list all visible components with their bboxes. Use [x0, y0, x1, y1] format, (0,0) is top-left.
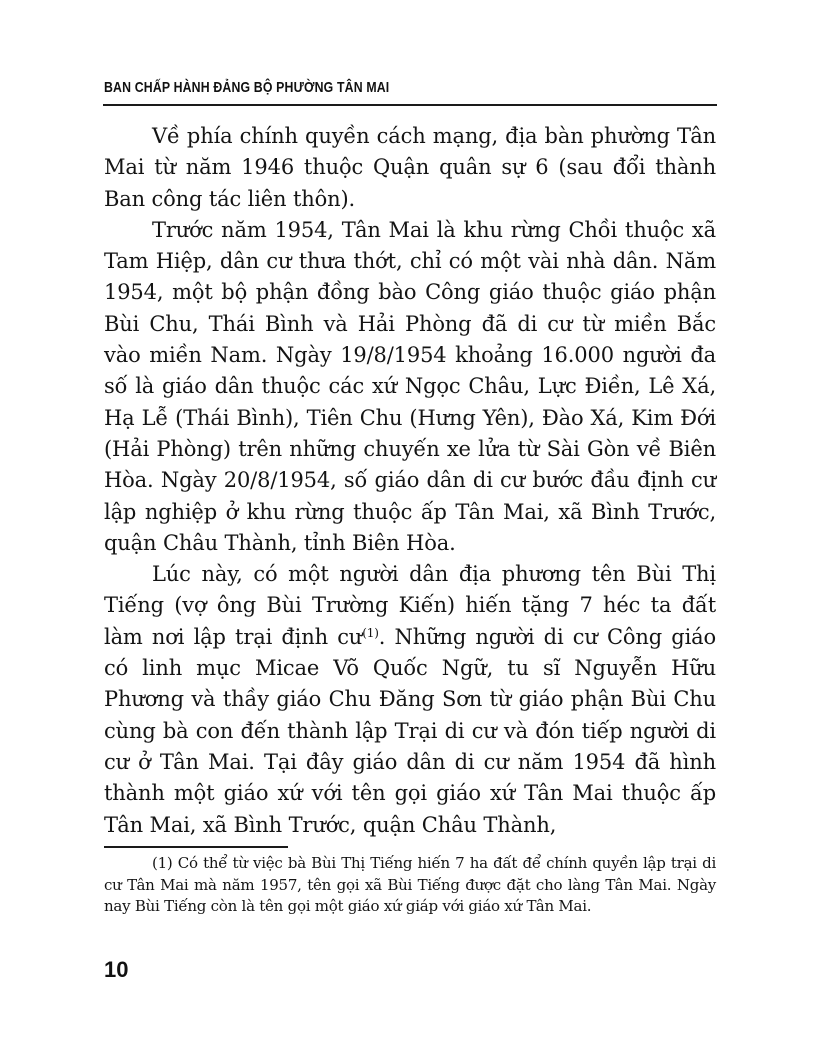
paragraph-3-text-after-note: . Những người di cư Công giáo có linh mục Micae Võ Quốc Ngữ, tu sĩ Nguyễn Hữu Phương và thầy giáo Chu Đăng Sơn từ giáo phận Bùi Chu cùng bà con đến thành lập Trại di cư và đón tiếp người di cư ở Tân Mai. Tại đây giáo dân di cư năm 1954 đã hình thành một giáo xứ với tên gọi giáo xứ Tân Mai thuộc ấp Tân Mai, xã Bình Trước, quận Châu Thành,	[104, 624, 716, 837]
body-text	[104, 121, 716, 841]
running-head: BAN CHẤP HÀNH ĐẢNG BỘ PHƯỜNG TÂN MAI	[104, 79, 390, 96]
footnote-reference-mark: (1)	[362, 625, 379, 640]
paragraph-2: Trước năm 1954, Tân Mai là khu rừng Chồi thuộc xã Tam Hiệp, dân cư thưa thớt, chỉ có một vài nhà dân. Năm 1954, một bộ phận đồng bào Công giáo thuộc giáo phận Bùi Chu, Thái Bình và Hải Phòng đã di cư từ miền Bắc vào miền Nam. Ngày 19/8/1954 khoảng 16.000 người đa số là giáo dân thuộc các xứ Ngọc Châu, Lực Điền, Lê Xá, Hạ Lễ (Thái Bình), Tiên Chu (Hưng Yên), Đào Xá, Kim Đới (Hải Phòng) trên những chuyến xe lửa từ Sài Gòn về Biên Hòa. Ngày 20/8/1954, số giáo dân di cư bước đầu định cư lập nghiệp ở khu rừng thuộc ấp Tân Mai, xã Bình Trước, quận Châu Thành, tỉnh Biên Hòa.	[104, 217, 716, 555]
footnote	[104, 853, 716, 918]
header-rule	[103, 104, 717, 106]
paragraph-3	[104, 559, 716, 841]
page-number: 10	[104, 957, 129, 982]
footnote-text: (1) Có thể từ việc bà Bùi Thị Tiếng hiến 7 ha đất để chính quyền lập trại di cư Tân Mai mà năm 1957, tên gọi xã Bùi Tiếng được đặt cho làng Tân Mai. Ngày nay Bùi Tiếng còn là tên gọi một giáo xứ giáp với giáo xứ Tân Mai.	[104, 854, 716, 916]
paragraph-3-text-before-note: Lúc này, có một người dân địa phương tên Bùi Thị Tiếng (vợ ông Bùi Trường Kiến) hiến tặng 7 héc ta đất làm nơi lập trại định cư	[104, 562, 716, 649]
paragraph-1: Về phía chính quyền cách mạng, địa bàn phường Tân Mai từ năm 1946 thuộc Quận quân sự 6 (sau đổi thành Ban công tác liên thôn).	[104, 124, 716, 211]
footnote-rule	[104, 846, 288, 848]
